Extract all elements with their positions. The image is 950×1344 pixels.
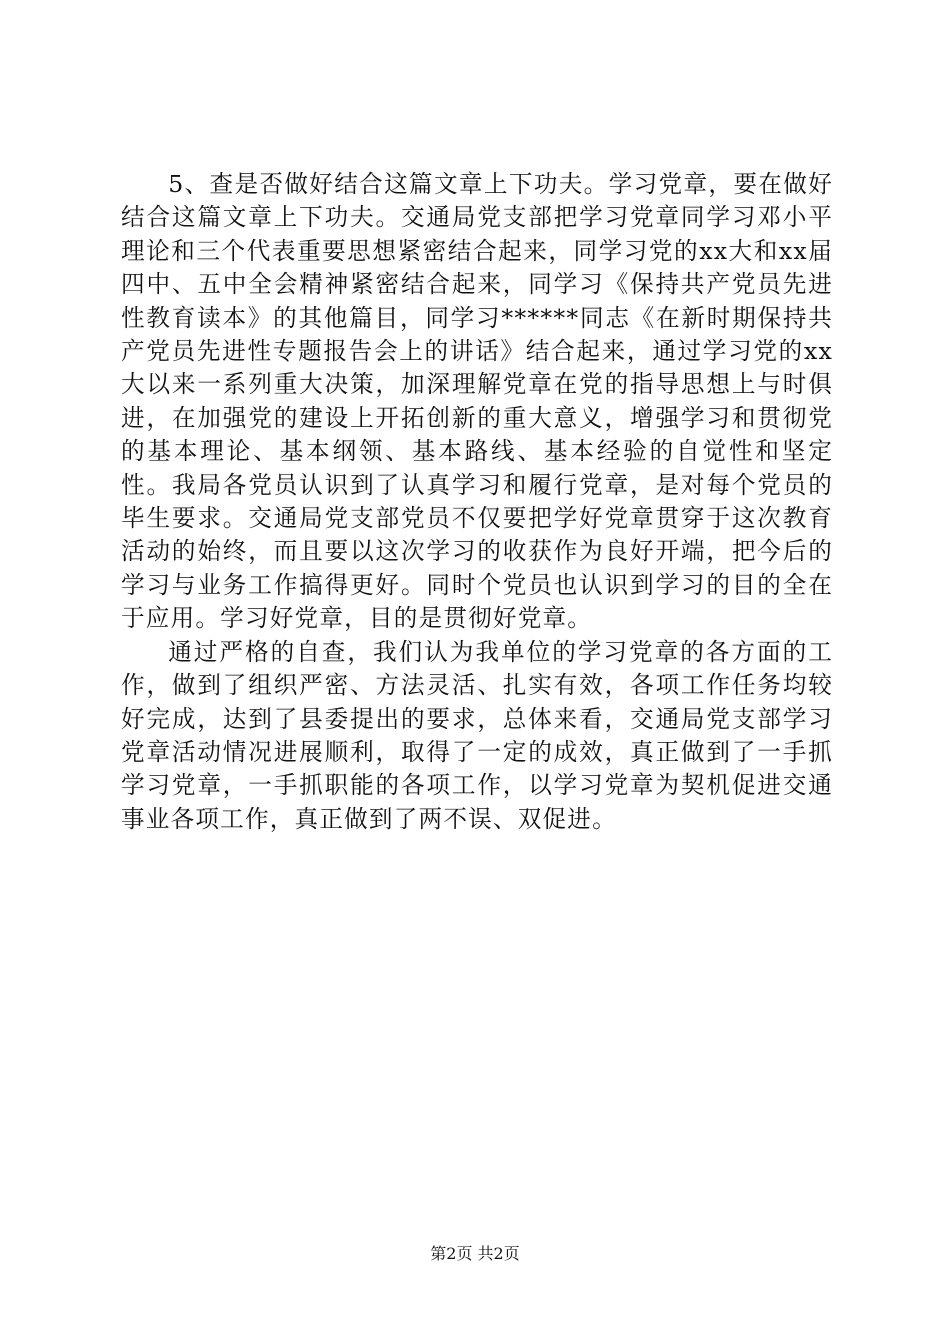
document-body <box>121 168 833 836</box>
page-footer <box>0 1244 950 1264</box>
page-number-label: 第2页 共2页 <box>430 1244 520 1263</box>
paragraph-conclusion: 通过严格的自查，我们认为我单位的学习党章的各方面的工作，做到了组织严密、方法灵活、扎实有效，各项工作任务均较好完成，达到了县委提出的要求，总体来看，交通局党支部学习党章活动情况进展顺利，取得了一定的成效，真正做到了一手抓学习党章，一手抓职能的各项工作，以学习党章为契机促进交通事业各项工作，真正做到了两不误、双促进。 <box>121 637 833 833</box>
paragraph-section-5: 5、查是否做好结合这篇文章上下功夫。学习党章，要在做好结合这篇文章上下功夫。交通局党支部把学习党章同学习邓小平理论和三个代表重要思想紧密结合起来，同学习党的xx大和xx届四中、五中全会精神紧密结合起来，同学习《保持共产党员先进性教育读本》的其他篇目，同学习******同志《在新时期保持共产党员先进性专题报告会上的讲话》结合起来，通过学习党的xx大以来一系列重大决策，加深理解党章在党的指导思想上与时俱进，在加强党的建设上开拓创新的重大意义，增强学习和贯彻党的基本理论、基本纲领、基本路线、基本经验的自觉性和坚定性。我局各党员认识到了认真学习和履行党章，是对每个党员的毕生要求。交通局党支部党员不仅要把学好党章贯穿于这次教育活动的始终，而且要以这次学习的收获作为良好开端，把今后的学习与业务工作搞得更好。同时个党员也认识到学习的目的全在于应用。学习好党章，目的是贯彻好党章。 <box>121 170 833 633</box>
